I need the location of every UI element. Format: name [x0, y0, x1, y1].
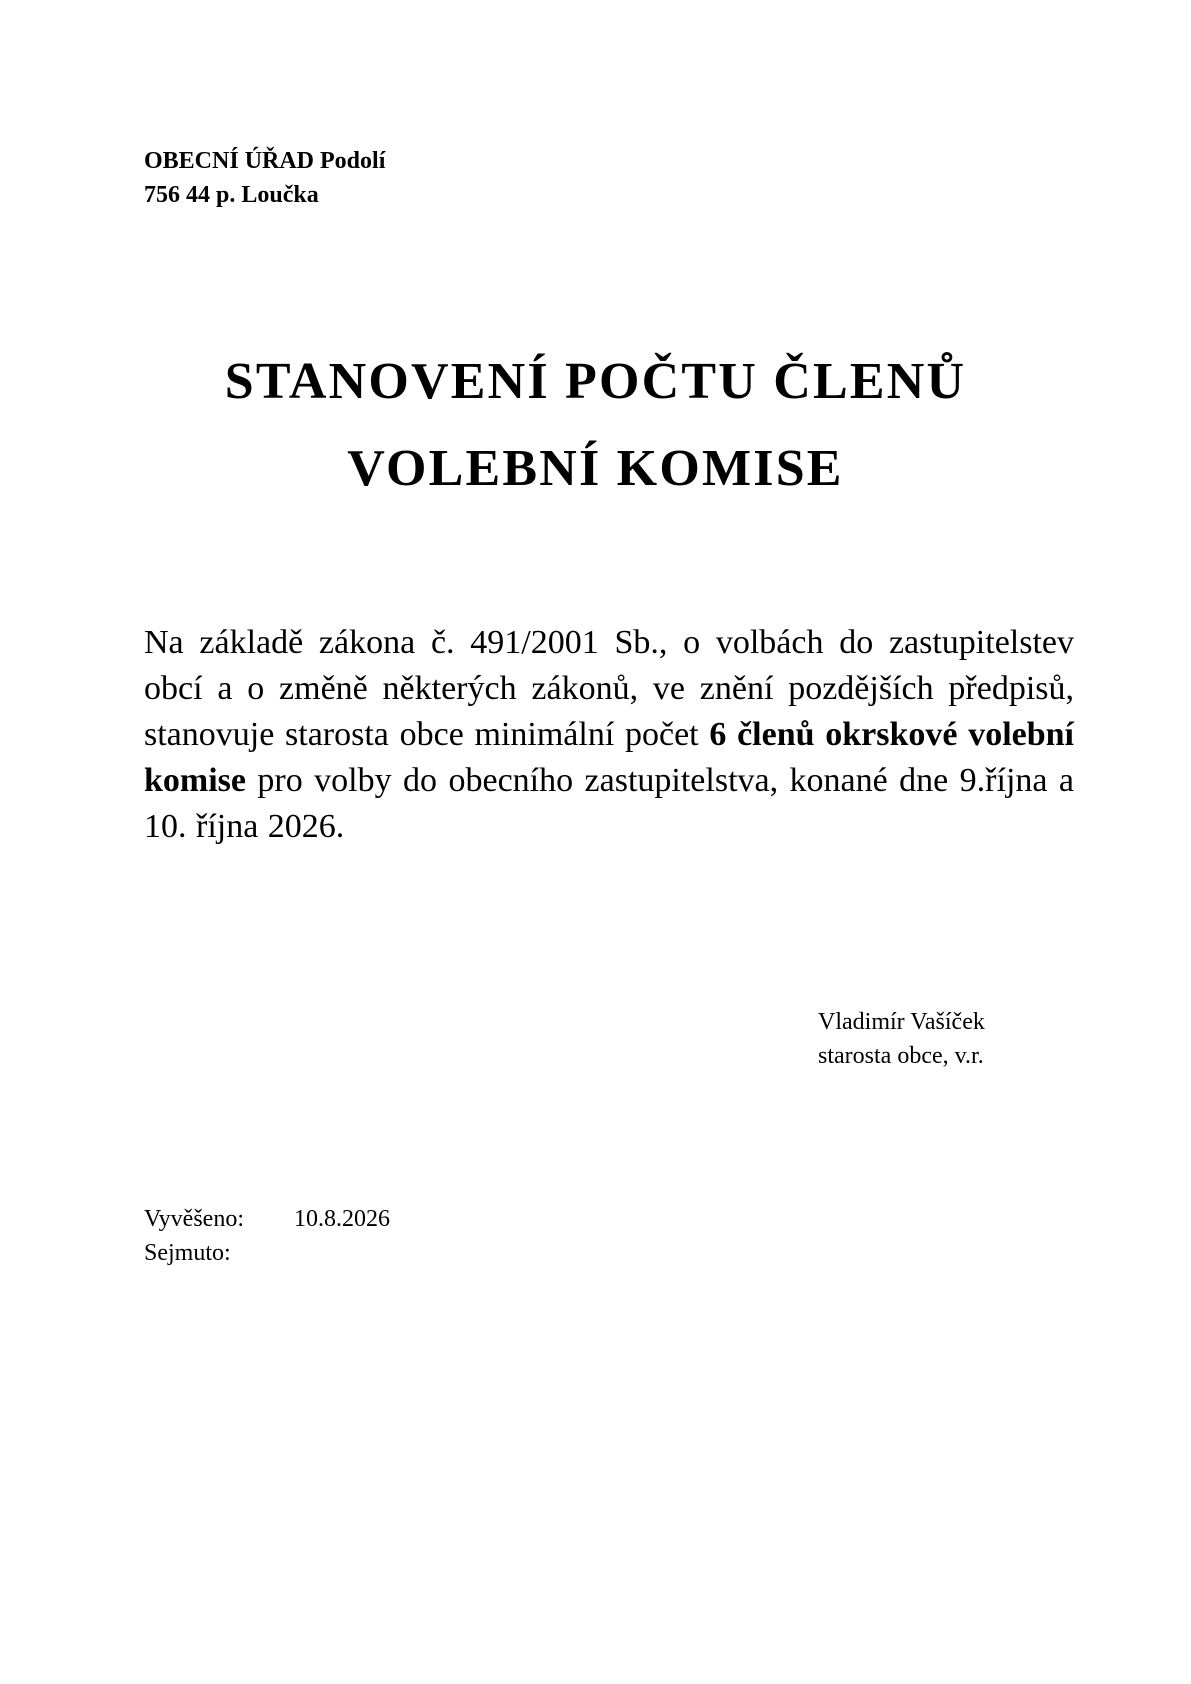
office-address: 756 44 p. Loučka: [144, 182, 319, 208]
posted-row: [144, 1202, 390, 1236]
title-line-2: VOLEBNÍ KOMISE: [347, 440, 844, 497]
body-bold-text: 6 členů okrskové volební komise: [144, 716, 1075, 799]
document-title: [0, 338, 1191, 512]
signature-block: [818, 1005, 985, 1073]
body-text-before: Na základě zákona č. 491/2001 Sb., o volbách do zastupitelstev obcí a o změně některých zákonů, ve znění pozdějších předpisů, stanovuje starosta obce minimální počet: [144, 624, 1074, 753]
signatory-name: Vladimír Vašíček: [818, 1009, 985, 1035]
office-header: [144, 144, 385, 212]
removed-row: [144, 1236, 390, 1270]
signatory-role: starosta obce, v.r.: [818, 1043, 984, 1069]
body-text-after: pro volby do obecního zastupitelstva, konané dne 9.října a 10. října 2026.: [144, 762, 1074, 845]
posted-label: Vyvěšeno:: [144, 1206, 244, 1232]
posted-date: 10.8.2026: [294, 1206, 390, 1232]
title-line-1: STANOVENÍ POČTU ČLENŮ: [224, 353, 967, 410]
office-name: OBECNÍ ÚŘAD Podolí: [144, 148, 386, 174]
body-paragraph: [144, 620, 1074, 850]
posting-info: [144, 1202, 390, 1270]
removed-label: Sejmuto:: [144, 1240, 231, 1266]
